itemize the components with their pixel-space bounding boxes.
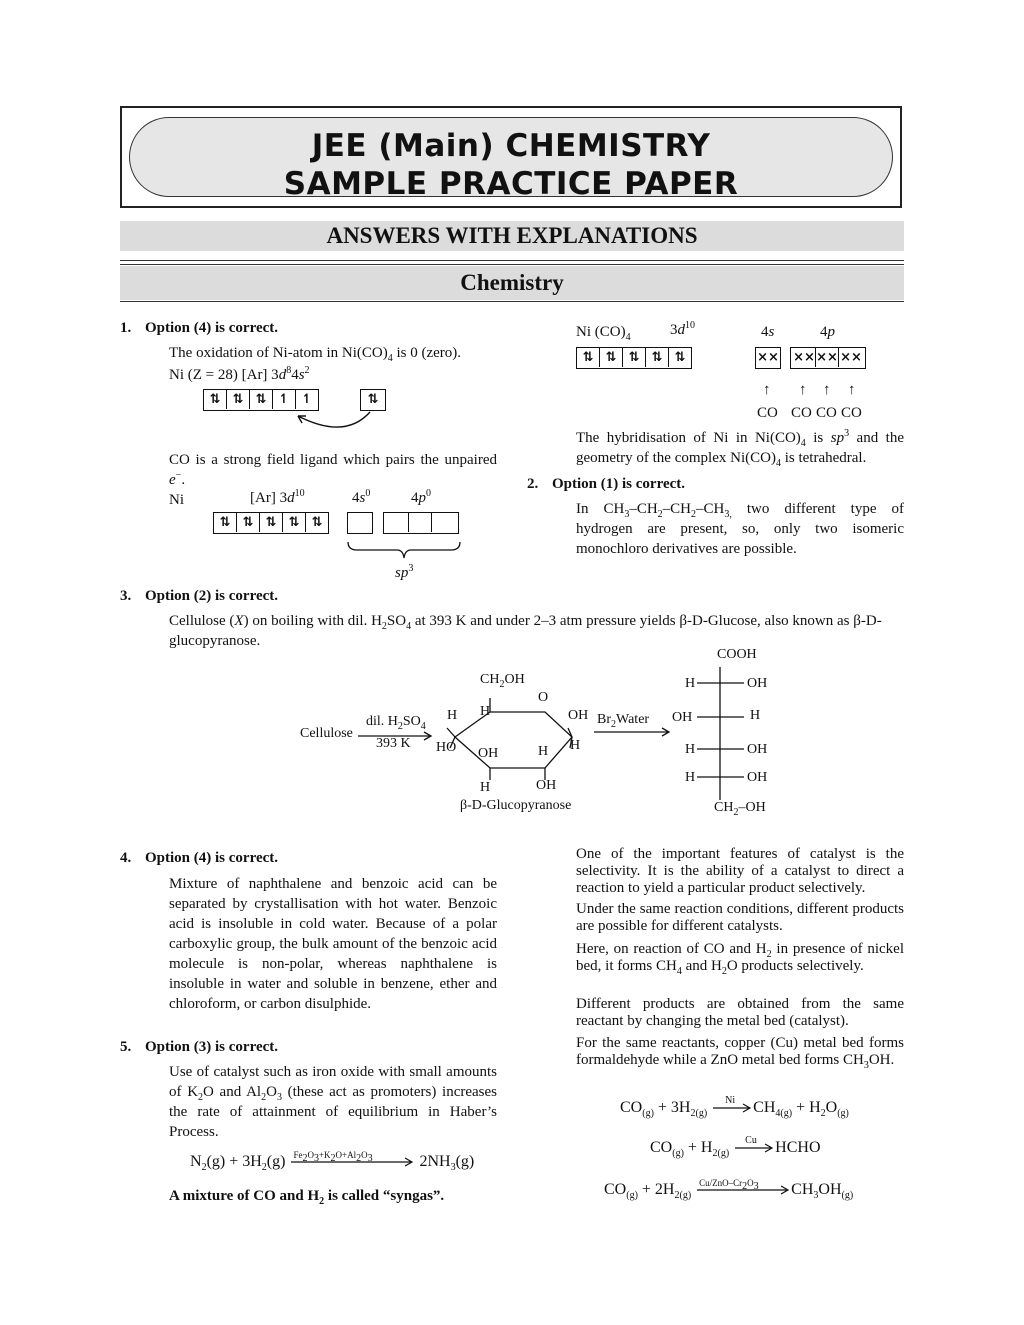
q1-conclusion: The hybridisation of Ni in $Ni(CO)_4$ is $sp^3$ and the geometry of the complex $Ni(CO)_4$ is tetrahedral. <box>576 428 904 469</box>
q4-heading: Option (4) is correct. <box>145 850 279 866</box>
ring-oh3: OH <box>536 778 557 793</box>
q2-para: In $CH_3-CH_2-CH_2-CH_{3,}$ two different type of hydrogen are present, so, only two isomeric monochloro derivatives are possible. <box>576 501 904 557</box>
ring-oh1: OH <box>568 708 589 723</box>
q1-line2: Ni (Z = 28) [Ar] $3d^84s^2$ <box>169 365 310 383</box>
title-pill <box>129 117 893 202</box>
q2-heading: Option (1) is correct. <box>552 476 686 492</box>
reagent-top: dil. $H_2SO_4$ <box>366 714 426 732</box>
equation-cu: $CO_{(g)} + H_{2(g)}$ Cu HCHO <box>650 1135 821 1160</box>
reaction-scheme-graphic <box>300 640 900 820</box>
chain-oh: OH <box>747 742 768 757</box>
ring-oh2: OH <box>478 746 499 761</box>
rc-p5: For the same reactants, copper (Cu) metal bed forms formaldehyde while a ZnO metal bed forms $CH_3OH$. <box>576 1035 904 1071</box>
ring-oxygen: O <box>538 690 549 705</box>
ring-h2: H <box>480 704 491 719</box>
equation-zno: $CO_{(g)} + 2H_{2(g)}$ $Cu/ZnO-Cr_2O_3$ $CH_3OH_{(g)}$ <box>604 1178 854 1202</box>
rc-p3: Here, on reaction of CO and $H_2$ in presence of nickel bed, it forms $CH_4$ and $H_2O$ products selectively. <box>576 941 904 977</box>
q3-para: Cellulose (X) on boiling with dil. $H_2SO_4$ at 393 K and under 2–3 atm pressure yields β-D-Glucose, also known as β-D-glucopyranose. <box>169 613 882 649</box>
glucose-reaction <box>300 640 900 820</box>
q4-para: Mixture of naphthalene and benzoic acid can be separated by crystallisation with hot water. Benzoic acid is insoluble in cold water. Because of a polar carboxylic group, the bulk amount of the benzoic acid molecule is non-polar, whereas naphthalene is insoluble in water and soluble in benzene, ether and chloroform, or carbon disulphide. <box>169 876 497 1012</box>
subject-banner: Chemistry <box>120 266 904 300</box>
complex-label: Ni $(CO)_4$ <box>576 324 631 343</box>
q5-para: Use of catalyst such as iron oxide with small amounts of $K_2O$ and $Al_2O_3$ (these act as promoters) increases the rate of attainment of equilibrium in Haber’s Process. <box>169 1064 498 1140</box>
q5-heading: Option (3) is correct. <box>145 1039 279 1055</box>
up-arrow: ↑ <box>823 382 831 398</box>
orbital-ni-co-3d: ⇅ ⇅ ⇅ ⇅ ⇅ <box>576 347 692 369</box>
ring-ch2oh: $CH_2OH$ <box>480 672 525 690</box>
reagent-bottom: 393 K <box>376 736 411 751</box>
chain-h: H <box>685 676 696 691</box>
orbital-ni-co-4p: ×××× ×× <box>790 347 866 369</box>
rc-p2: Under the same reaction conditions, different products are possible for different catalysts. <box>576 901 904 934</box>
ni-label: Ni <box>169 492 184 508</box>
title-line-2: SAMPLE PRACTICE PAPER <box>283 166 739 202</box>
right-4p-label: 4p <box>820 324 835 340</box>
rc-p4: Different products are obtained from the same reactant by changing the metal bed (catalyst). <box>576 996 904 1029</box>
cellulose-label: Cellulose <box>300 726 353 741</box>
title-frame <box>120 106 902 208</box>
q1-number: 1. <box>120 320 132 336</box>
chain-h: H <box>750 708 761 723</box>
chain-ch2oh: $CH_2-OH$ <box>714 800 766 818</box>
up-arrow: ↑ <box>848 382 856 398</box>
rule <box>120 260 904 261</box>
ring-ho: HO <box>436 740 457 755</box>
q3-heading: Option (2) is correct. <box>145 588 279 604</box>
rule <box>120 264 904 265</box>
q4-number: 4. <box>120 850 132 866</box>
label-4s0: $4s^0$ <box>352 488 371 506</box>
chain-h: H <box>685 742 696 757</box>
ring-h3: H <box>570 738 581 753</box>
up-arrow: ↑ <box>799 382 807 398</box>
chain-oh: OH <box>672 710 693 725</box>
chain-h: H <box>685 770 696 785</box>
title-line-1: JEE (Main) CHEMISTRY <box>311 128 711 164</box>
co-label: CO <box>757 405 778 421</box>
orbital-3d8: ⇅ ⇅ ⇅ ↿ ↿ <box>203 389 319 411</box>
right-4s-label: 4s <box>761 324 775 340</box>
ni-config: [Ar] $3d^{10}$ <box>250 488 305 506</box>
orbital-ni-co-4s: ×× <box>755 347 781 369</box>
electron-shift-arrow <box>290 408 380 436</box>
syngas-note: A mixture of CO and $H_2$ is called “syngas”. <box>169 1188 445 1207</box>
haber-equation: $N_2(g) + 3H_2(g)$ $Fe_2O_3+K_2O+Al_2O_3$ $2NH_3(g)$ <box>190 1150 475 1174</box>
chain-oh: OH <box>747 770 768 785</box>
q3-number: 3. <box>120 588 132 604</box>
sp3-label: $sp^3$ <box>395 563 414 581</box>
co-label: CO <box>791 405 812 421</box>
orbital-3d10: ⇅ ⇅ ⇅ ⇅ ⇅ <box>213 512 329 534</box>
br2-water: $Br_2Water$ <box>597 712 650 730</box>
ring-h1: H <box>447 708 458 723</box>
right-3d-label: $3d^{10}$ <box>670 320 695 338</box>
q1-para: CO is a strong field ligand which pairs the unpaired e−. <box>169 452 497 488</box>
chain-cooh: COOH <box>717 647 757 662</box>
q5-number: 5. <box>120 1039 132 1055</box>
up-arrow: ↑ <box>763 382 771 398</box>
ring-h5: H <box>480 780 491 795</box>
label-4p0: $4p^0$ <box>411 488 431 506</box>
chain-oh: OH <box>747 676 768 691</box>
orbital-4s-empty <box>347 512 373 534</box>
co-label: CO <box>841 405 862 421</box>
equation-ni: $CO_{(g)} + 3H_{2(g)}$ Ni $CH_{4(g)} + H_2O_{(g)}$ <box>620 1095 849 1120</box>
q2-number: 2. <box>527 476 539 492</box>
q1-line1: The oxidation of Ni-atom in $Ni(CO)_4$ is 0 (zero). <box>169 345 462 364</box>
rule <box>120 301 904 302</box>
ring-caption: β-D-Glucopyranose <box>460 798 572 813</box>
q1-heading: Option (4) is correct. <box>145 320 279 336</box>
co-label: CO <box>816 405 837 421</box>
sp3-brace <box>345 540 463 560</box>
section-banner: ANSWERS WITH EXPLANATIONS <box>120 221 904 251</box>
orbital-4p-empty <box>383 512 459 534</box>
ring-h4: H <box>538 744 549 759</box>
orbital-4s2: ⇅ <box>360 389 386 411</box>
rc-p1: One of the important features of catalyst is the selectivity. It is the ability of a catalyst to direct a reaction to yield a particular product selectively. <box>576 846 904 896</box>
